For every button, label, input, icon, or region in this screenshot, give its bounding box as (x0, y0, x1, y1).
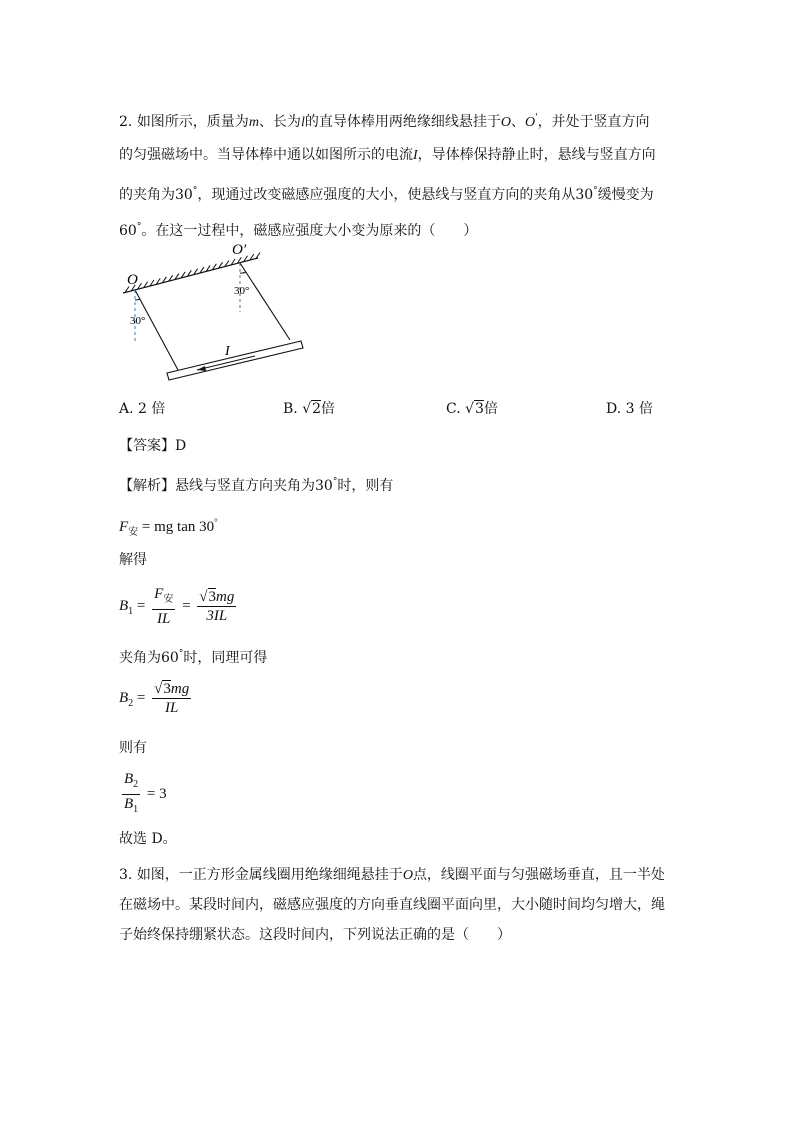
analysis-line-1: 【解析】悬线与竖直方向夹角为30°时，则有 (119, 477, 394, 494)
q3-number: 3. (119, 867, 133, 883)
q3-line-3: 子始终保持绷紧状态。这段时间内，下列说法正确的是（ ） (119, 927, 511, 943)
q2-line-2: 的匀强磁场中。当导体棒中通以如图所示的电流I，导体棒保持静止时，悬线与竖直方向 (119, 147, 656, 163)
equation-3: $B_2$ = $\frac{√3mg}{IL}$ (119, 681, 190, 716)
right-thread (240, 263, 290, 340)
q3-line-1: 3. 如图，一正方形金属线圈用绝缘细绳悬挂于O点，线圈平面与匀强磁场垂直，且一半处 (119, 867, 665, 883)
analysis-line-2: 夹角为60°时，同理可得 (119, 649, 268, 666)
option-b[interactable]: B. √2倍 (283, 401, 336, 417)
equation-2: $B_1$ = $\frac{F_安}{IL}$ = $\frac{√3mg}{3IL}$ (119, 586, 235, 627)
solve-label: 解得 (119, 552, 147, 568)
left-thread (135, 290, 178, 370)
q3-line-2: 在磁场中。某段时间内，磁感应强度的方向垂直线圈平面向里，大小随时间均匀增大，绳 (119, 897, 665, 913)
option-a[interactable]: A. 2 倍 (119, 401, 166, 417)
equation-1: $F_安$ = mg tan 30° (119, 517, 218, 538)
q2-line-4: 60°。在这一过程中，磁感应强度大小变为原来的（ ） (119, 222, 478, 239)
ceiling-hatch (256, 253, 260, 259)
label-30-left: 30° (130, 315, 146, 327)
equation-4: $\frac{B_2}{B_1}$ = 3 (119, 770, 167, 819)
answer-line: 【答案】D (119, 438, 187, 454)
then-label: 则有 (119, 740, 147, 756)
q2-number: 2. (119, 114, 133, 130)
label-30-right: 30° (234, 285, 250, 297)
label-I: I (225, 344, 230, 359)
conclusion: 故选 D。 (119, 831, 177, 847)
label-O: O (127, 272, 138, 288)
label-O-prime: O′ (232, 242, 247, 258)
option-d[interactable]: D. 3 倍 (606, 401, 653, 417)
physics-figure (115, 240, 315, 385)
q2-line-1: 2. 如图所示，质量为m、长为l的直导体棒用两绝缘细线悬挂于O、O'，并处于竖直方向 (119, 113, 650, 130)
option-c[interactable]: C. √3倍 (446, 401, 498, 417)
q2-line-3: 的夹角为30°，现通过改变磁感应强度的大小，使悬线与竖直方向的夹角从30°缓慢变为 (119, 186, 654, 203)
